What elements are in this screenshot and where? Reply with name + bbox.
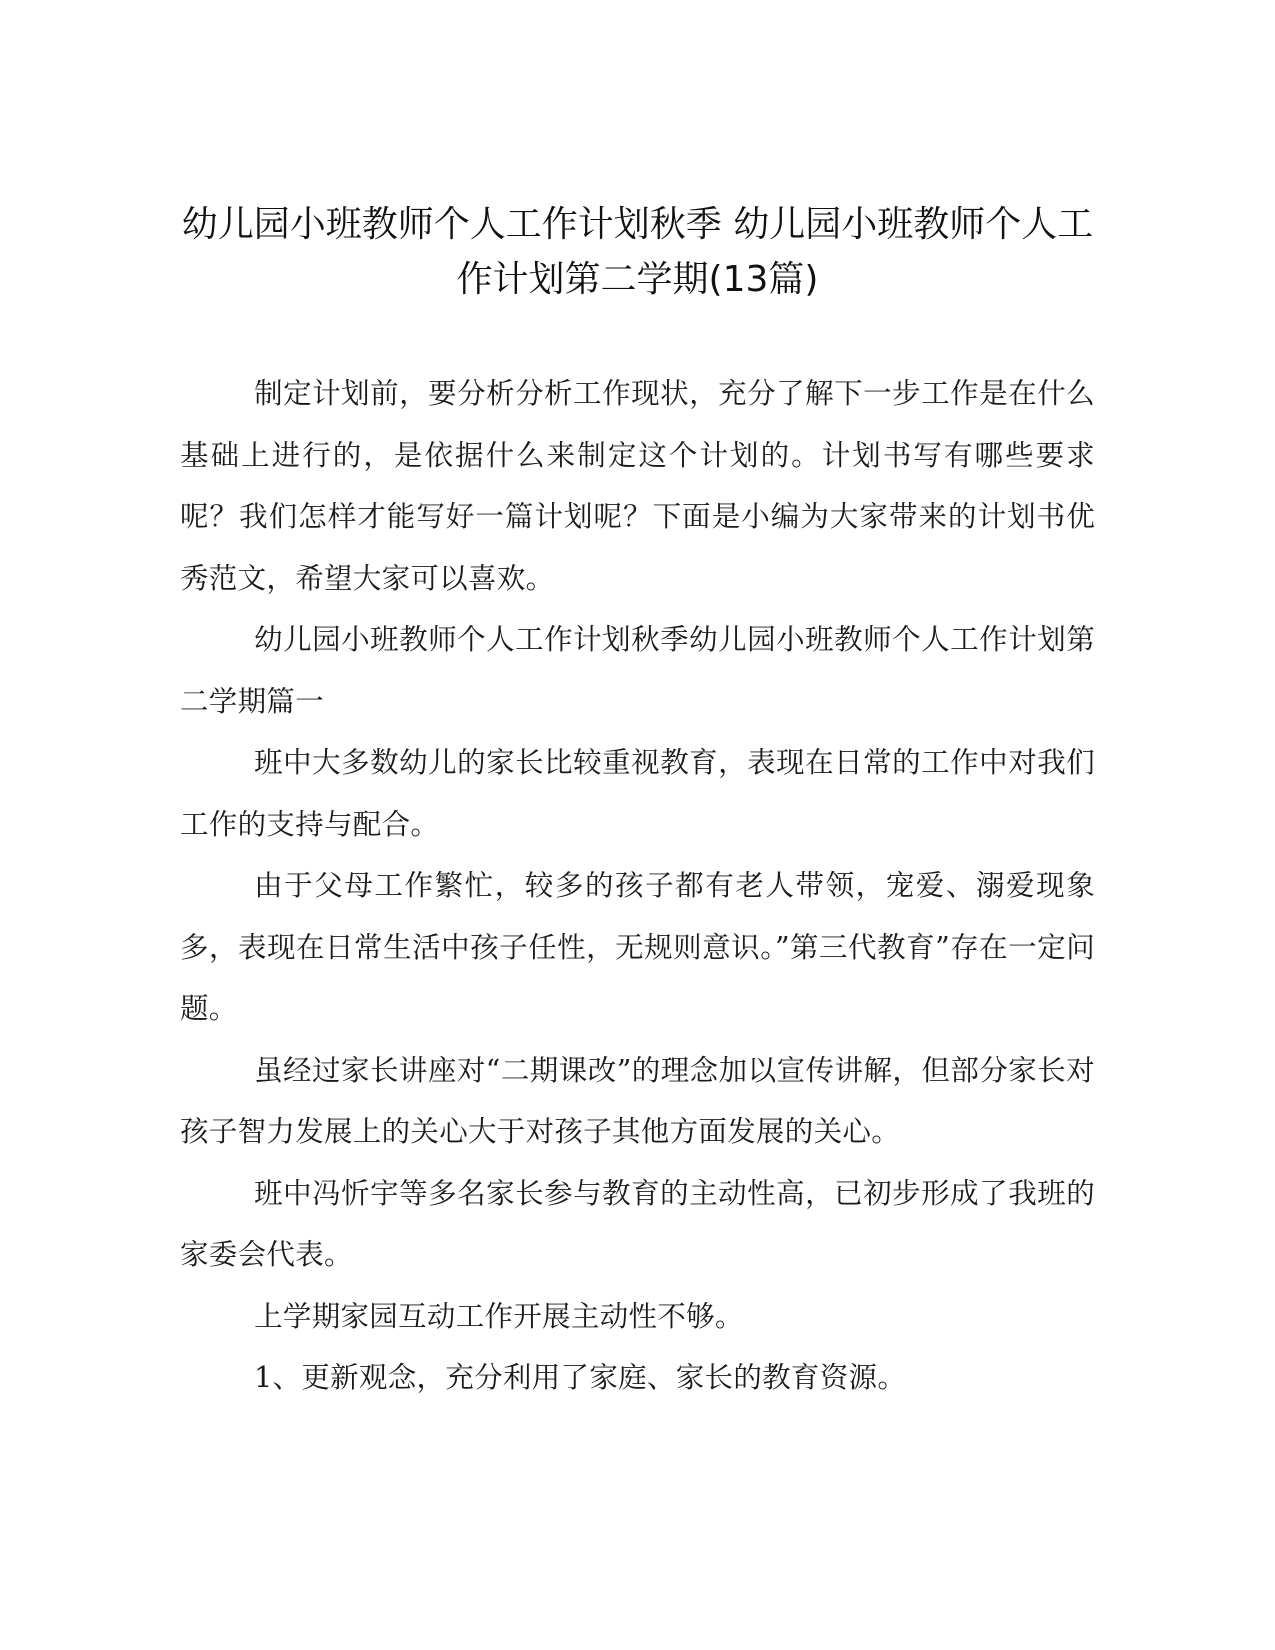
paragraph: 班中大多数幼儿的家长比较重视教育，表现在日常的工作中对我们工作的支持与配合。 [180, 746, 1095, 841]
paragraph: 班中冯忻宇等多名家长参与教育的主动性高，已初步形成了我班的家委会代表。 [180, 1176, 1095, 1271]
document-title: 幼儿园小班教师个人工作计划秋季 幼儿园小班教师个人工作计划第二学期(13篇) [181, 204, 1094, 300]
paragraph-section-heading: 幼儿园小班教师个人工作计划秋季幼儿园小班教师个人工作计划第二学期篇一 [180, 623, 1095, 718]
paragraph-list-item: 1、更新观念，充分利用了家庭、家长的教育资源。 [254, 1361, 907, 1394]
paragraph: 虽经过家长讲座对“二期课改”的理念加以宣传讲解，但部分家长对孩子智力发展上的关心大于对孩子其他方面发展的关心。 [180, 1053, 1095, 1148]
paragraph: 由于父母工作繁忙，较多的孩子都有老人带领，宠爱、溺爱现象多，表现在日常生活中孩子任性，无规则意识。”第三代教育”存在一定问题。 [180, 869, 1095, 1025]
paragraph-intro: 制定计划前，要分析分析工作现状，充分了解下一步工作是在什么基础上进行的，是依据什么来制定这个计划的。计划书写有哪些要求呢？我们怎样才能写好一篇计划呢？下面是小编为大家带来的计划书优秀范文，希望大家可以喜欢。 [180, 377, 1095, 595]
paragraph: 上学期家园互动工作开展主动性不够。 [254, 1299, 744, 1333]
document-body [180, 363, 1095, 1409]
